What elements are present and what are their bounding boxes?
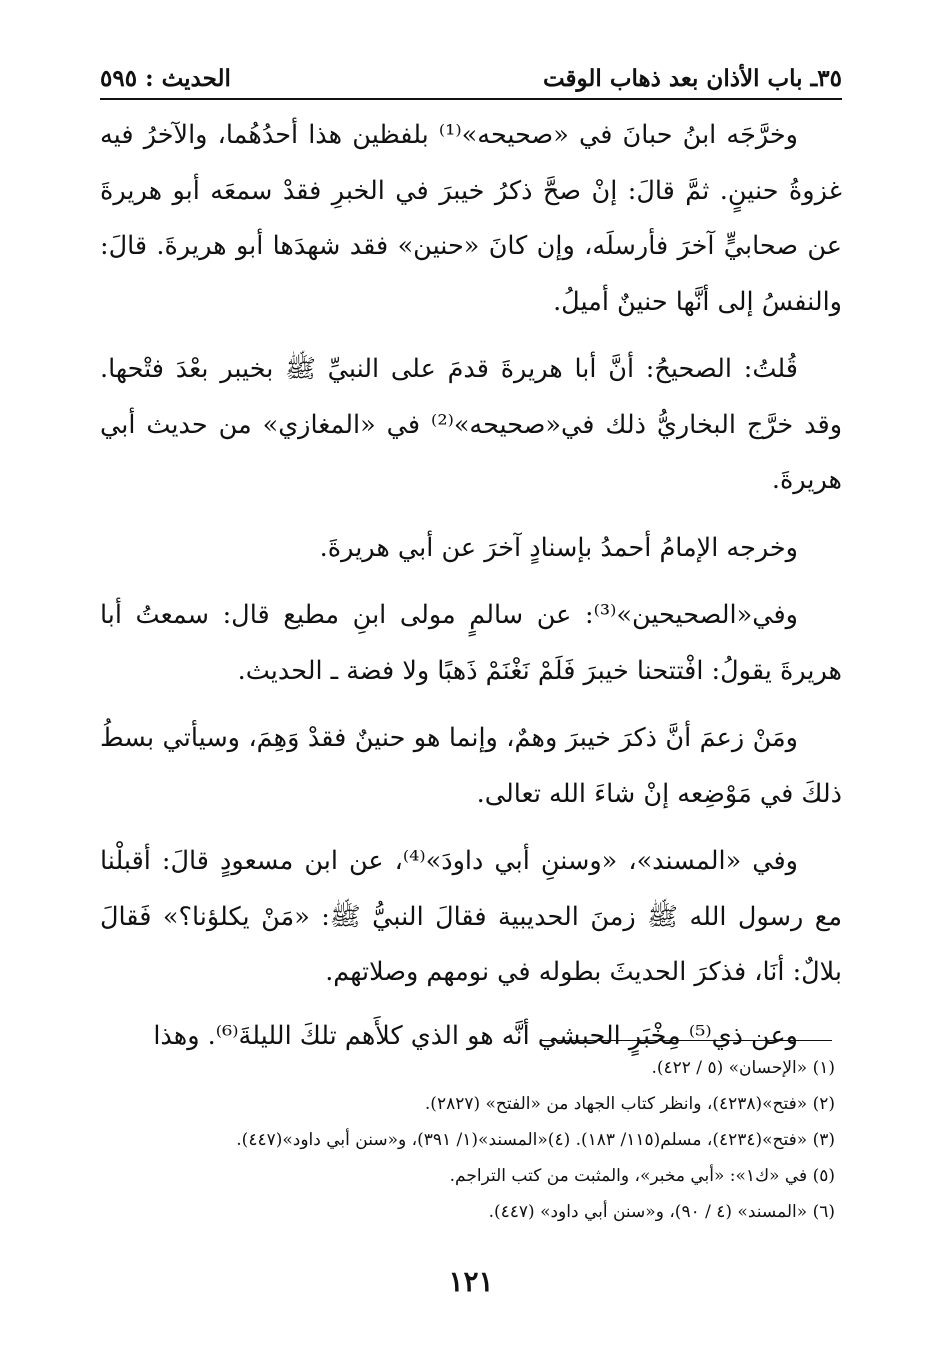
footnote-3-4: (٣) «فتح»(٤٢٣٤)، مسلم(١١٥/ ١٨٣). (٤)«المسند»(١/ ٣٩١)، و«سنن أبي داود»(٤٤٧).	[236, 1130, 835, 1150]
footnote-6: (٦) «المسند» (٤ / ٩٠)، و«سنن أبي داود» (٤٤٧).	[488, 1202, 835, 1222]
paragraph-musnad: وفي «المسند»، «وسننِ أبي داودَ»⁽⁴⁾، عن ابن مسعودٍ قالَ: أقبلْنا مع رسول الله ﷺ زمنَ الحديبية فقالَ النبيُّ ﷺ: «مَنْ يكلؤنا؟» فَقالَ بلالٌ: أنَا، فذكرَ الحديثَ بطوله في نومهم وصلاتهم.	[100, 846, 842, 987]
paragraph-dhi-mikhbar: وعن ذي⁽⁵⁾ مِخْبَرٍ الحبشي أنَّه هو الذي كلأَهم تلكَ الليلةَ⁽⁶⁾. وهذا	[153, 1020, 798, 1051]
chapter-title: ٣٥ـ باب الأذان بعد ذهاب الوقت	[542, 65, 842, 92]
paragraph-ahmad: وخرجه الإمامُ أحمدُ بإسنادٍ آخرَ عن أبي هريرةَ.	[319, 532, 798, 563]
running-header	[100, 56, 842, 96]
paragraph-sahihayn: وفي«الصحيحين»⁽³⁾: عن سالمٍ مولى ابنِ مطيع قال: سمعتُ أبا هريرةَ يقولُ: افْتتحنا خيبرَ فَلَمْ نَغْنَمْ ذَهبًا ولا فضة ـ الحديث.	[100, 600, 842, 686]
main-text	[100, 108, 842, 1076]
page-number: ١٢١	[448, 1265, 494, 1298]
header-rule	[100, 98, 842, 100]
hadith-number: الحديث : ٥٩٥	[100, 65, 231, 92]
paragraph-qultu: قُلتُ: الصحيحُ: أنَّ أبا هريرةَ قدمَ على النبيِّ ﷺ بخيبر بعْدَ فتْحها. وقد خرَّج البخاريُّ ذلك في«صحيحه»⁽²⁾ في «المغازي» من حديث أبي هريرةَ.	[100, 354, 843, 495]
footnote-separator	[540, 1040, 832, 1041]
footnote-5: (٥) في «ك١»: «أبي مخبر»، والمثبت من كتب التراجم.	[449, 1166, 835, 1186]
footnote-1: (١) «الإحسان» (٥ / ٤٢٢).	[651, 1058, 835, 1078]
footnote-2: (٢) «فتح»(٤٢٣٨)، وانظر كتاب الجهاد من «الفتح» (٢٨٢٧).	[424, 1094, 835, 1114]
paragraph-wahm: ومَنْ زعمَ أنَّ ذكرَ خيبرَ وهمٌ، وإنما هو حنينٌ فقدْ وَهِمَ، وسيأتي بسطُ ذلكَ في مَوْضِعه إنْ شاءَ الله تعالى.	[100, 723, 842, 809]
paragraph-ibn-hibban: وخرَّجَه ابنُ حبانَ في «صحيحه»⁽¹⁾ بلفظين هذا أحدُهُما، والآخرُ فيه غزوةُ حنينٍ. ثمَّ قالَ: إنْ صحَّ ذكرُ خيبرَ في الخبرِ فقدْ سمعَه أبو هريرةَ عن صحابيٍّ آخرَ فأرسلَه، وإن كانَ «حنين» فقد شهدَها أبو هريرةَ. قالَ: والنفسُ إلى أنَّها حنينٌ أميلُ.	[100, 120, 842, 317]
footnotes	[100, 1050, 835, 1230]
